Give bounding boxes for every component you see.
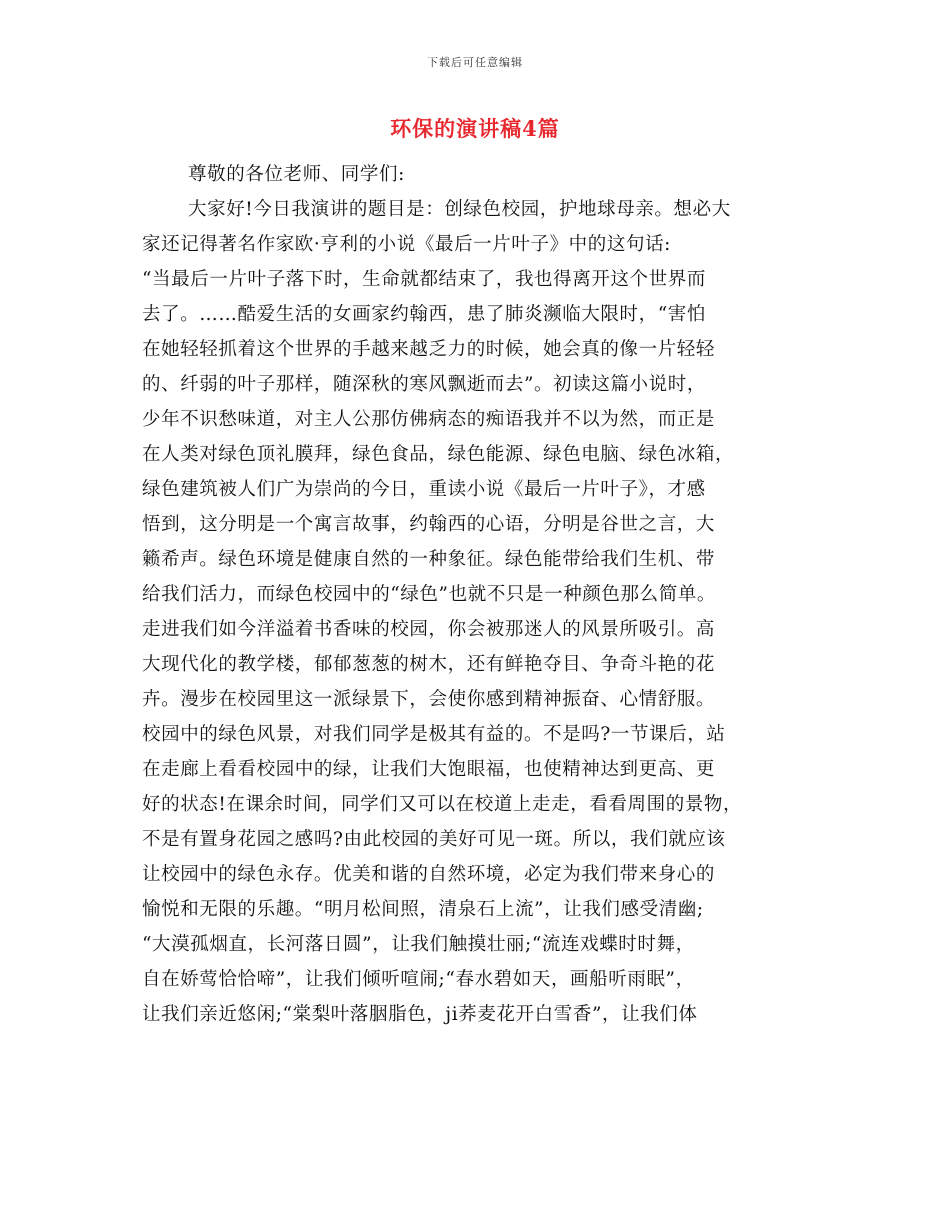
paragraph-line: 悟到，这分明是一个寓言故事，约翰西的心语，分明是谷世之言，大 [142,514,716,535]
paragraph-line: 自在娇莺恰恰啼”，让我们倾听喧闹;“春水碧如天，画船听雨眠”， [142,969,695,990]
paragraph-line: 去了。……酷爱生活的女画家约翰西，患了肺炎濒临大限时，“害怕 [142,304,706,325]
paragraph-line: 尊敬的各位老师、同学们: [188,164,405,185]
paragraph-line: 让校园中的绿色永存。优美和谐的自然环境，必定为我们带来身心的 [142,864,716,885]
header-note: 下载后可任意编辑 [427,56,523,69]
paragraph-line: 让我们亲近悠闲;“棠梨叶落胭脂色，ji荞麦花开白雪香”，让我们体 [142,1004,698,1025]
paragraph-line: 的、纤弱的叶子那样，随深秋的寒风飘逝而去”。初读这篇小说时， [142,374,706,395]
paragraph-line: 给我们活力，而绿色校园中的“绿色”也就不只是一种颜色那么简单。 [142,584,717,605]
document-body [142,157,810,1032]
paragraph-line: 家还记得著名作家欧·亨利的小说《最后一片叶子》中的这句话: [142,234,672,255]
paragraph-line: 在她轻轻抓着这个世界的手越来越乏力的时候，她会真的像一片轻轻 [142,339,716,360]
paragraph-line: 卉。漫步在校园里这一派绿景下，会使你感到精神振奋、心情舒服。 [142,689,716,710]
paragraph-line: 走进我们如今洋溢着书香味的校园，你会被那迷人的风景所吸引。高 [142,619,716,640]
paragraph-line: 不是有置身花园之感吗?由此校园的美好可见一斑。所以，我们就应该 [142,829,726,850]
paragraph-line: 籁希声。绿色环境是健康自然的一种象征。绿色能带给我们生机、带 [142,549,716,570]
paragraph-line: 愉悦和无限的乐趣。“明月松间照，清泉石上流”，让我们感受清幽; [142,899,704,920]
paragraph-line: “大漠孤烟直，长河落日圆”，让我们触摸壮丽;“流连戏蝶时时舞， [142,934,695,955]
paragraph-line: 校园中的绿色风景，对我们同学是极其有益的。不是吗?一节课后，站 [142,724,726,745]
paragraph-line: 少年不识愁味道，对主人公那仿佛病态的痴语我并不以为然，而正是 [142,409,716,430]
paragraph-line: 大现代化的教学楼，郁郁葱葱的树木，还有鲜艳夺目、争奇斗艳的花 [142,654,716,675]
paragraph-line: 在走廊上看看校园中的绿，让我们大饱眼福，也使精神达到更高、更 [142,759,716,780]
paragraph-line: 好的状态!在课余时间，同学们又可以在校道上走走，看看周围的景物， [142,794,743,815]
paragraph-line: 大家好!今日我演讲的题目是：创绿色校园，护地球母亲。想必大 [188,199,731,220]
paragraph-line: “当最后一片叶子落下时，生命就都结束了，我也得离开这个世界而 [142,269,706,290]
paragraph-line: 绿色建筑被人们广为崇尚的今日，重读小说《最后一片叶子》，才感 [142,479,706,500]
document-title: 环保的演讲稿4篇 [390,116,560,141]
paragraph-line: 在人类对绿色顶礼膜拜，绿色食品，绿色能源、绿色电脑、绿色冰箱， [142,444,735,465]
